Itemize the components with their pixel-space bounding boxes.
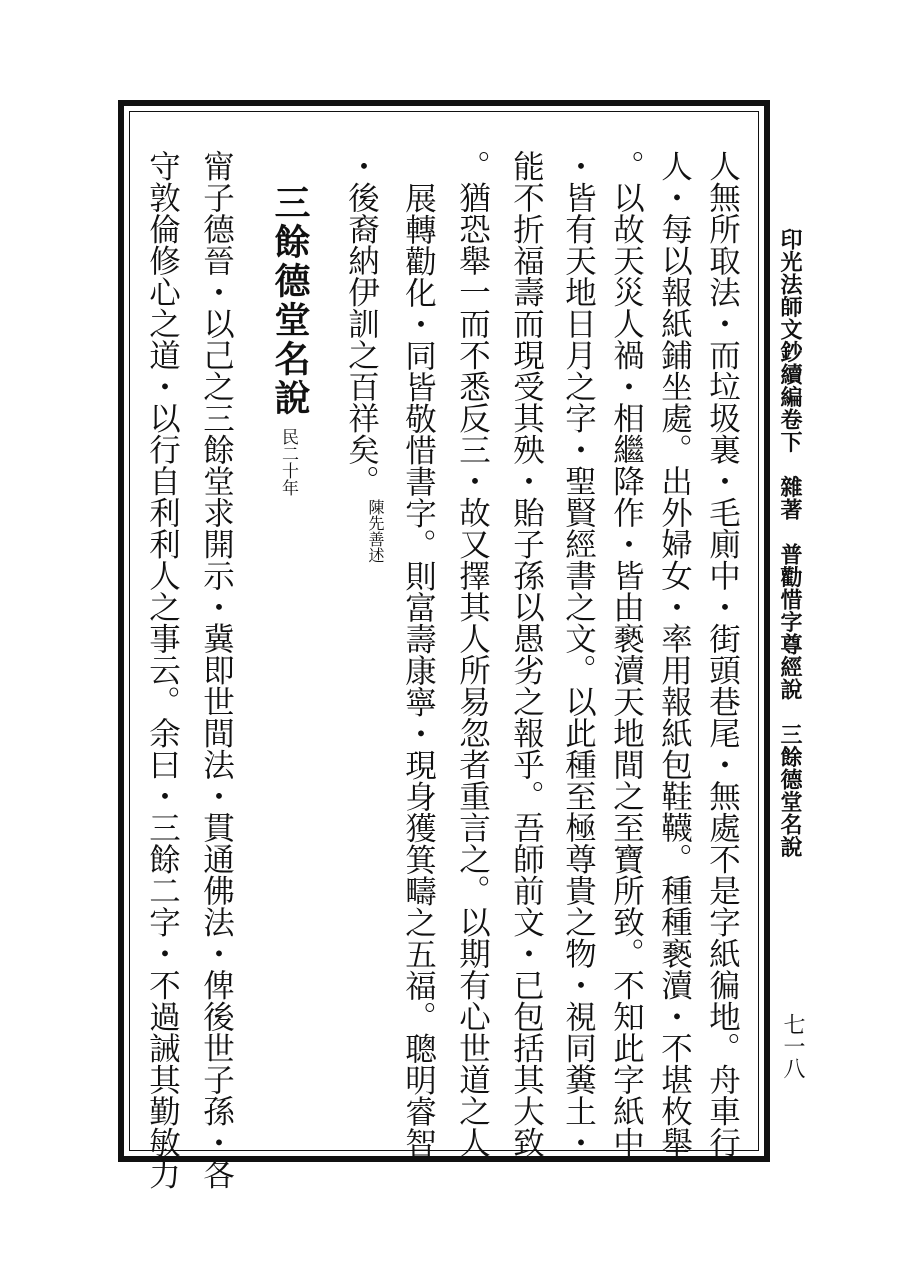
article1-column-5: 能不折福壽而現受其殃・貽子孫以愚劣之報乎。吾師前文・已包括其大致 [508, 150, 545, 1158]
article1-column-2: 人・每以報紙鋪坐處。出外婦女・率用報紙包鞋韈。種種褻瀆・不堪枚舉 [656, 150, 693, 1158]
article1-column-1: 人無所取法・而垃圾裏・毛廁中・街頭巷尾・無處不是字紙徧地。舟車行 [704, 150, 741, 1158]
article1-column-7: 展轉勸化・同皆敬惜書字。則富壽康寧・現身獲箕疇之五福。聰明睿智 [400, 182, 437, 1159]
article1-column-4: ・皆有天地日月之字・聖賢經書之文。以此種至極尊貴之物・視同糞土・ [560, 150, 597, 1158]
article2-column-2: 守敦倫修心之道・以行自利利人之事云。余曰・三餘二字・不過誡其勤敏力 [144, 150, 181, 1190]
article2-column-1: 甯子德晉・以己之三餘堂求開示・冀即世間法・貫通佛法・俾後世子孫・各 [198, 150, 235, 1190]
page-number: 七一八 [780, 1013, 805, 1079]
running-header: 印光法師文鈔續編卷下 雜著 普勸惜字尊經說 三餘德堂名說 [777, 228, 802, 858]
article2-date: 民二十年 [278, 428, 298, 496]
article1-column-8: ・後裔納伊訓之百祥矣。 [343, 150, 380, 497]
article1-column-3: 。以故天災人禍・相繼降作・皆由褻瀆天地間之至寶所致。不知此字紙中 [608, 150, 645, 1158]
article2-title: 三餘德堂名說 [269, 184, 311, 418]
article1-column-6: 。猶恐舉一而不悉反三・故又擇其人所易忽者重言之。以期有心世道之人 [454, 150, 491, 1158]
article1-author: 陳先善述 [366, 499, 385, 563]
